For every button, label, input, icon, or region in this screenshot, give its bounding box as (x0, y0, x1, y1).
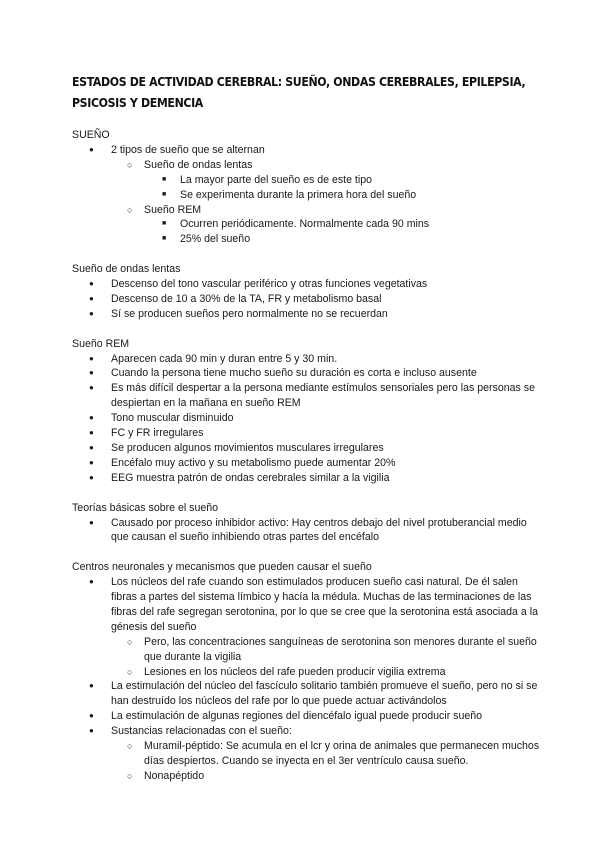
section-heading-teorias: Teorías básicas sobre el sueño (72, 501, 219, 514)
list-item: ■ La mayor parte del sueño es de este tipo (72, 173, 542, 188)
list-item: ● La estimulación del núcleo del fascículo solitario también promueve el sueño, pero no si se han destruído los núcleos del rafe por lo que puede actuar activándolos (72, 679, 542, 709)
list-item: ● Descenso del tono vascular periférico y otras funciones vegetativas (72, 277, 542, 292)
list-item: ● 2 tipos de sueño que se alternan (72, 143, 542, 158)
list-item: ■ 25% del sueño (72, 232, 542, 247)
bullet-list (72, 143, 542, 247)
list-item: ● Tono muscular disminuido (72, 411, 542, 426)
list-item: ● Sustancias relacionadas con el sueño: (72, 724, 542, 739)
section-heading-centros: Centros neuronales y mecanismos que pueden causar el sueño (72, 561, 372, 574)
list-item: ○ Sueño de ondas lentas (72, 158, 542, 173)
list-item: ● Sí se producen sueños pero normalmente no se recuerdan (72, 307, 542, 322)
bullet-list (72, 575, 542, 784)
document-title: ESTADOS DE ACTIVIDAD CEREBRAL: SUEÑO, ONDAS CEREBRALES, EPILEPSIA, PSICOSIS Y DEMENCIA (72, 75, 526, 110)
section-heading-ondas-lentas: Sueño de ondas lentas (72, 263, 181, 276)
list-item: ● Causado por proceso inhibidor activo: Hay centros debajo del nivel protuberancial medio que causan el sueño inhibiendo otras partes del encéfalo (72, 516, 542, 546)
document-body (72, 128, 542, 784)
list-item: ○ Lesiones en los núcleos del rafe pueden producir vigilia extrema (72, 665, 542, 680)
list-item: ○ Muramil-péptido: Se acumula en el lcr y orina de animales que permanecen muchos días despiertos. Cuando se inyecta en el 3er ventrículo causa sueño. (72, 739, 542, 769)
bullet-list (72, 352, 542, 486)
list-item: ● Los núcleos del rafe cuando son estimulados producen sueño casi natural. De él salen fibras a partes del sistema límbico y hacía la médula. Muchas de las terminaciones de las fibras del rafe segregan serotonina, por lo que se cree que la serotonina está asociada a la génesis del sueño (72, 575, 542, 635)
section-heading-sueno: SUEÑO (72, 129, 110, 141)
list-item: ● Aparecen cada 90 min y duran entre 5 y 30 min. (72, 352, 542, 367)
bullet-list (72, 516, 542, 546)
list-item: ● Es más difícil despertar a la persona mediante estímulos sensoriales pero las personas se despiertan en la mañana en sueño REM (72, 381, 542, 411)
list-item: ● Descenso de 10 a 30% de la TA, FR y metabolismo basal (72, 292, 542, 307)
list-item: ○ Nonapéptido (72, 769, 542, 784)
section-heading-rem: Sueño REM (72, 337, 130, 350)
list-item: ● Encéfalo muy activo y su metabolismo puede aumentar 20% (72, 456, 542, 471)
list-item: ○ Pero, las concentraciones sanguíneas de serotonina son menores durante el sueño que durante la vigilia (72, 635, 542, 665)
list-item: ● Se producen algunos movimientos musculares irregulares (72, 441, 542, 456)
list-item: ● EEG muestra patrón de ondas cerebrales similar a la vigilia (72, 471, 542, 486)
list-item: ● FC y FR irregulares (72, 426, 542, 441)
list-item: ○ Sueño REM (72, 203, 542, 218)
bullet-list (72, 277, 542, 322)
list-item: ● Cuando la persona tiene mucho sueño su duración es corta e incluso ausente (72, 366, 542, 381)
list-item: ■ Se experimenta durante la primera hora del sueño (72, 188, 542, 203)
list-item: ■ Ocurren periódicamente. Normalmente cada 90 mins (72, 217, 542, 232)
list-item: ● La estimulación de algunas regiones del diencéfalo igual puede producir sueño (72, 709, 542, 724)
